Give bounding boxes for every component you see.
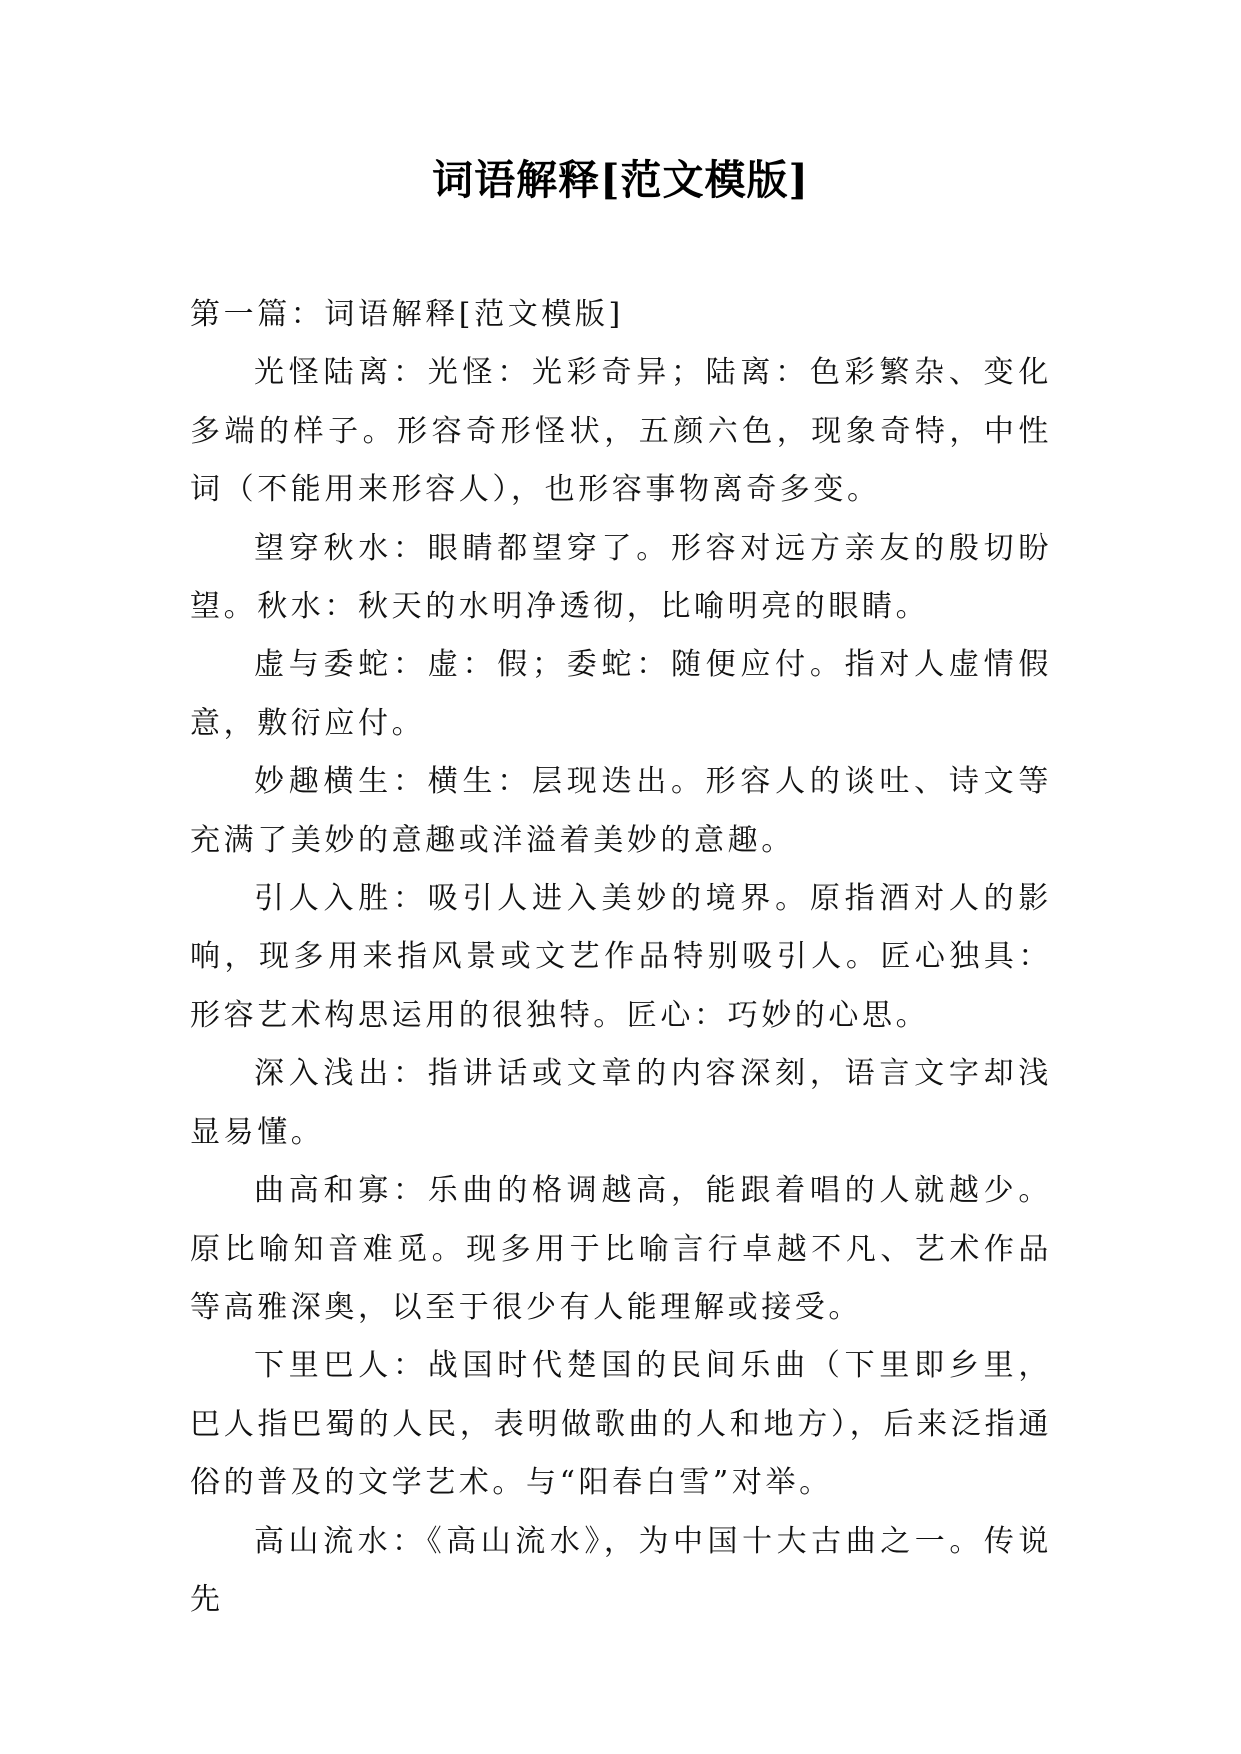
paragraph-wangchuanqiushui: 望穿秋水：眼睛都望穿了。形容对远方亲友的殷切盼望。秋水：秋天的水明净透彻，比喻明亮的眼睛。 <box>190 530 1052 625</box>
paragraph-guangguailuli: 光怪陆离：光怪：光彩奇异；陆离：色彩繁杂、变化多端的样子。形容奇形怪状，五颜六色，现象奇特，中性词（不能用来形容人），也形容事物离奇多变。 <box>190 355 1052 508</box>
paragraph-shenruqianchu: 深入浅出：指讲话或文章的内容深刻，语言文字却浅显易懂。 <box>190 1056 1052 1150</box>
section-heading: 第一篇：词语解释[范文模版] <box>190 297 624 332</box>
paragraph-miaoquhengsheng: 妙趣横生：横生：层现迭出。形容人的谈吐、诗文等充满了美妙的意趣或洋溢着美妙的意趣。 <box>190 764 1052 858</box>
paragraph-xialibaren: 下里巴人：战国时代楚国的民间乐曲（下里即乡里，巴人指巴蜀的人民，表明做歌曲的人和地方），后来泛指通俗的普及的文学艺术。与“阳春白雪”对举。 <box>190 1348 1052 1501</box>
paragraph-yinrenrusheng: 引人入胜：吸引人进入美妙的境界。原指酒对人的影响，现多用来指风景或文艺作品特别吸引人。匠心独具：形容艺术构思运用的很独特。匠心：巧妙的心思。 <box>190 881 1052 1033</box>
document-body <box>190 286 1052 1629</box>
document-title: 词语解释[范文模版] <box>432 156 809 204</box>
paragraph-qugaohegua: 曲高和寡：乐曲的格调越高，能跟着唱的人就越少。原比喻知音难觅。现多用于比喻言行卓越不凡、艺术作品等高雅深奥，以至于很少有人能理解或接受。 <box>190 1173 1052 1325</box>
paragraph-gaoshanliushui: 高山流水：《高山流水》，为中国十大古曲之一。传说先 <box>190 1523 1052 1617</box>
paragraph-xuyuweiyi: 虚与委蛇：虚：假；委蛇：随便应付。指对人虚情假意，敷衍应付。 <box>190 647 1052 741</box>
